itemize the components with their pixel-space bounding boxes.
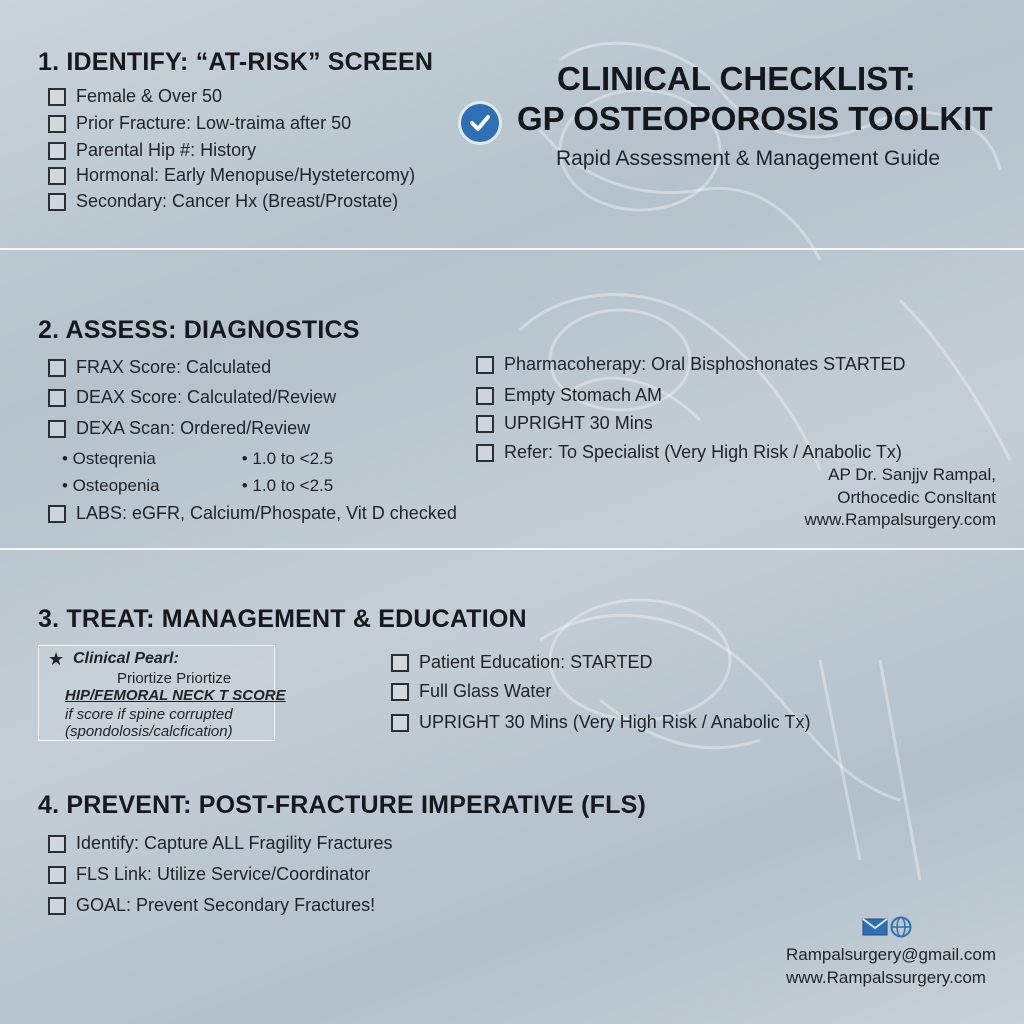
item-lead: DEAX Score: (76, 387, 183, 407)
section1-title: 1. IDENTIFY: “AT-RISK” SCREEN (38, 48, 434, 76)
checkbox[interactable] (391, 654, 409, 672)
checkbox[interactable] (48, 359, 66, 377)
item-text: Patient Education: STARTED (419, 652, 653, 672)
item-lead: FLS Link: (76, 864, 153, 884)
section1-item-secondary[interactable] (48, 191, 398, 212)
header-title-line1: CLINICAL CHECKLIST: (557, 60, 916, 97)
section4-item-identify[interactable] (48, 833, 392, 854)
section2-item-empty-stomach[interactable] (476, 385, 662, 406)
section-divider-1 (0, 248, 1024, 250)
bullet-value: • 1.0 to <2.5 (241, 476, 334, 495)
item-text: Ordered/Review (180, 418, 311, 438)
section1-item-hormonal[interactable] (48, 165, 415, 186)
checkbox[interactable] (476, 387, 494, 405)
author-title: Orthocedic Consltant (837, 488, 996, 507)
checkbox[interactable] (476, 356, 494, 374)
section2-bullet-row-1 (62, 449, 333, 469)
section4-item-goal[interactable] (48, 895, 375, 916)
section3-item-upright[interactable] (391, 712, 810, 733)
section2-item-upright[interactable] (476, 413, 653, 434)
checkbox[interactable] (48, 866, 66, 884)
bullet-value: • 1.0 to <2.5 (241, 449, 334, 468)
item-text: eGFR, Calcium/Phospate, Vit D checked (132, 503, 457, 523)
item-lead: Refer: (504, 442, 554, 462)
section2-item-refer[interactable] (476, 442, 902, 463)
clinical-pearl-box (38, 645, 286, 741)
bullet-name: • Osteqrenia (62, 449, 156, 468)
checkbox[interactable] (48, 142, 66, 160)
section-divider-2 (0, 548, 1024, 550)
section2-bullet-row-2 (62, 476, 333, 496)
section3-item-full-glass[interactable] (391, 681, 551, 702)
item-text: Prior Fracture: Low-traima after 50 (76, 113, 352, 133)
item-text: Empty Stomach AM (504, 385, 663, 405)
checkbox[interactable] (48, 420, 66, 438)
item-text: Utilize Service/Coordinator (157, 864, 371, 884)
checkbox[interactable] (48, 389, 66, 407)
pearl-line-4: (spondolosis/calcfication) (65, 723, 233, 740)
item-text: To Specialist (Very High Risk / Anabolic Tx) (558, 442, 902, 462)
pearl-line-1: Priortize Priortize (117, 670, 232, 687)
section2-title: 2. ASSESS: DIAGNOSTICS (38, 316, 360, 344)
star-icon: ★ (48, 649, 65, 669)
item-lead: DEXA Scan: (76, 418, 176, 438)
section4-item-fls-link[interactable] (48, 864, 370, 885)
item-text: Calculated (186, 357, 272, 377)
item-text: Secondary: Cancer Hx (Breast/Prostate) (76, 191, 399, 211)
header-subtitle: Rapid Assessment & Management Guide (556, 147, 941, 170)
checkbox[interactable] (391, 683, 409, 701)
item-lead: Hormonal: (76, 165, 160, 185)
contact-email[interactable]: Rampalsurgery@gmail.com (786, 945, 996, 964)
pearl-line-3: if score if spine corrupted (65, 706, 233, 723)
item-lead: Identify: (76, 833, 140, 853)
section2-item-pharmacotherapy[interactable] (476, 354, 906, 375)
item-text: Parental Hip #: History (76, 140, 257, 160)
section2-item-frax[interactable] (48, 357, 271, 378)
section3-item-patient-education[interactable] (391, 652, 652, 673)
section3-title: 3. TREAT: MANAGEMENT & EDUCATION (38, 605, 527, 633)
pearl-line-2: HIP/FEMORAL NECK T SCORE (65, 687, 286, 704)
bullet-name: • Osteopenia (62, 476, 160, 495)
checkbox[interactable] (48, 897, 66, 915)
checkbox[interactable] (48, 88, 66, 106)
item-text: Early Menopuse/Hystetercomy) (164, 165, 416, 185)
item-text: Pharmacoherapy: Oral Bisphoshonates STARTED (504, 354, 906, 374)
item-text: UPRIGHT 30 Mins (504, 413, 653, 433)
check-circle-icon (458, 101, 502, 145)
author-website[interactable]: www.Rampalsurgery.com (804, 510, 996, 529)
item-text: Calculated/Review (187, 387, 337, 407)
item-lead: GOAL: (76, 895, 132, 915)
pearl-heading: Clinical Pearl: (73, 650, 179, 667)
checkbox[interactable] (476, 444, 494, 462)
section2-item-deax[interactable] (48, 387, 336, 408)
checkbox[interactable] (48, 193, 66, 211)
item-lead: FRAX Score: (76, 357, 182, 377)
item-text: Prevent Secondary Fractures! (136, 895, 376, 915)
checkbox[interactable] (48, 115, 66, 133)
checkbox[interactable] (48, 835, 66, 853)
item-lead: LABS: (76, 503, 128, 523)
checkbox[interactable] (476, 415, 494, 433)
envelope-icon (862, 918, 888, 941)
item-text: UPRIGHT 30 Mins (Very High Risk / Anabolic Tx) (419, 712, 811, 732)
section2-item-dexa[interactable] (48, 418, 310, 439)
checkbox[interactable] (48, 167, 66, 185)
checkbox[interactable] (391, 714, 409, 732)
section1-item-prior-fracture[interactable] (48, 113, 351, 134)
section1-item-parental-hip[interactable] (48, 140, 256, 161)
section4-title: 4. PREVENT: POST-FRACTURE IMPERATIVE (FLS) (38, 791, 646, 819)
section1-item-female-over-50[interactable] (48, 86, 222, 107)
checkbox[interactable] (48, 505, 66, 523)
item-text: Capture ALL Fragility Fractures (144, 833, 393, 853)
header-title-line2: GP OSTEOPOROSIS TOOLKIT (517, 100, 993, 137)
globe-icon (890, 916, 912, 943)
item-text: Female & Over 50 (76, 86, 223, 106)
item-text: Full Glass Water (419, 681, 552, 701)
author-name: AP Dr. Sanjjv Rampal, (828, 465, 996, 484)
section2-item-labs[interactable] (48, 503, 457, 524)
contact-website[interactable]: www.Rampalssurgery.com (786, 968, 986, 987)
